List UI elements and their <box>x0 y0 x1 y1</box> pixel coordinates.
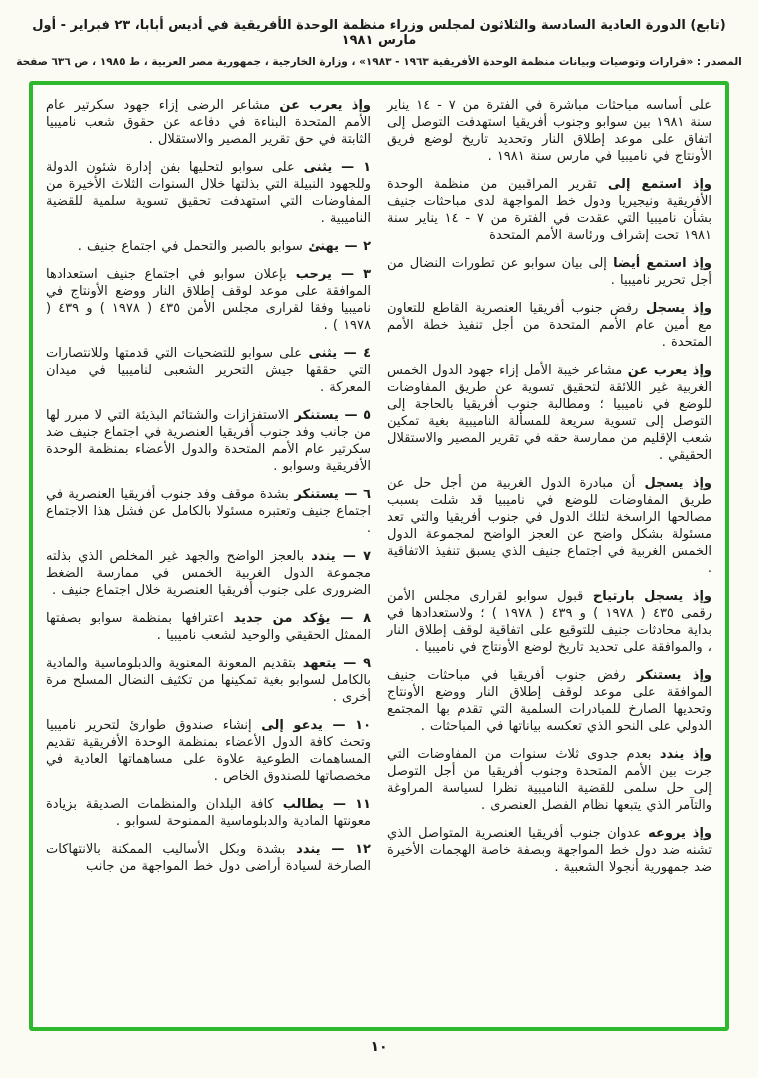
paragraph-lead: ١٠ — يدعو إلى <box>251 718 372 733</box>
paragraph-lead: ١١ — يطالب <box>273 797 371 812</box>
paragraph-lead: وإذ يعرب عن <box>270 98 371 113</box>
paragraph-lead: ٧ — يندد <box>304 549 372 564</box>
paragraph: ١٠ — يدعو إلى إنشاء صندوق طوارئ لتحرير ناميبيا وتحث كافة الدول الأعضاء بمنظمة الوحدة الأفريقية تقديم المساهمات الطوعية علاوة على مساهماتها العادية في مخصصاتها للصندوق الخاص . <box>46 718 372 784</box>
paragraph-lead: ١٢ — يندد <box>285 842 371 857</box>
paragraph-lead: ١ — يثنى <box>294 160 371 175</box>
paragraph: وإذ يروعه عدوان جنوب أفريقيا العنصرية المتواصل الذي تشنه ضد دول خط المواجهة وبصفة خاصة الهجمات الأخيرة ضد جمهورية أنجولا الشعبية . <box>387 826 713 875</box>
paragraph: ١ — يثنى على سوابو لتحليها بفن إدارة شئون الدولة وللجهود النبيلة التي بذلتها خلال السنوات الثلاث الأخيرة من المفاوضات التي استهدفت تحقيق تسوية سلمية للقضية الناميبية . <box>46 160 371 226</box>
paragraph-lead: وإذ يسجل بارتياح <box>583 589 712 604</box>
paragraph: ٧ — يندد بالعجز الواضح والجهد غير المخلص الذي بذلته مجموعة الدول الغربية الخمس في ممارسة الضغط الضرورى على جنوب أفريقيا العنصرية خلال اجتماع جنيف . <box>46 549 372 598</box>
paragraph-lead: وإذ يروعه <box>641 826 713 841</box>
paragraph-lead: وإذ يسجل <box>635 476 712 491</box>
paragraph-lead: وإذ يستنكر <box>625 668 713 683</box>
paragraph: على أساسه مباحثات مباشرة في الفترة من ٧ - ١٤ يناير سنة ١٩٨١ بين سوابو وجنوب أفريقيا استهدفت التوصل إلى اتفاق على موعد إطلاق النار وتحديد تاريخ لوضع فريق الأونتاج في ناميبيا في مارس سنة ١٩٨١ . <box>387 98 712 164</box>
paragraph: وإذ استمع إلى تقرير المراقبين من منظمة الوحدة الأفريقية ونيجيريا ودول خط المواجهة لدى مباحثات جنيف بشأن ناميبيا التي عقدت في الفترة من ٧ - ١٤ يناير سنة ١٩٨١ تحت إشراف ورئاسة الأمم المتحدة <box>387 177 713 243</box>
left-column <box>46 97 371 1019</box>
right-column <box>387 97 712 1019</box>
paragraph: ٨ — يؤكد من جديد اعترافها بمنظمة سوابو بصفتها الممثل الحقيقي والوحيد لشعب ناميبيا . <box>46 611 372 643</box>
header-session-title: (تابع) الدورة العادية السادسة والثلاثون لمجلس وزراء منظمة الوحدة الأفريقية في أديس أبابا، ٢٣ فبراير - أول مارس ١٩٨١ <box>32 18 726 48</box>
paragraph: ١١ — يطالب كافة البلدان والمنظمات الصديقة بزيادة معونتها المادية والدبلوماسية الممنوحة لسوابو . <box>46 797 371 829</box>
paragraph-lead: وإذ استمع إلى <box>596 177 713 192</box>
paragraph: وإذ يعرب عن مشاعر الرضى إزاء جهود سكرتير عام الأمم المتحدة البناءة في دفاعه عن حقوق شعب ناميبيا الثابتة في حق تقرير المصير والاستقلال . <box>46 98 371 147</box>
page-header <box>14 12 744 68</box>
paragraph-lead: وإذ يسجل <box>638 301 713 316</box>
paragraph: ٩ — يتعهد بتقديم المعونة المعنوية والدبلوماسية والمادية بالكامل لسوابو بغية تمكينها من تكثيف النضال المسلح مرة أخرى . <box>46 656 372 705</box>
paragraph: وإذ يندد بعدم جدوى ثلاث سنوات من المفاوضات التي جرت بين الأمم المتحدة وجنوب أفريقيا من أجل التوصل إلى حل سلمى للقضية الناميبية نظرا لسياسة المراوغة والتآمر الذي يتبعها نظام الفصل العنصرى . <box>387 747 712 813</box>
paragraph-lead: وإذ يندد <box>651 747 712 762</box>
paragraph-lead: ٦ — يستنكر <box>288 487 371 502</box>
paragraph-lead: وإذ استمع أيضا <box>606 256 712 271</box>
page-number: ١٠ <box>370 1039 388 1055</box>
paragraph: وإذ يسجل رفض جنوب أفريقيا العنصرية القاطع للتعاون مع أمين عام الأمم المتحدة من أجل تنفيذ خطة الأمم المتحدة . <box>387 301 713 350</box>
header-source-line: المصدر : «قرارات وتوصيات وبيانات منظمة الوحدة الأفريقية ١٩٦٣ - ١٩٨٣» ، وزارة الخارجية ، جمهورية مصر العربية ، ط ١٩٨٥ ، ص ٦٣٦ صفحة <box>16 56 742 68</box>
content-frame <box>29 81 729 1031</box>
paragraph-lead: وإذ يعرب عن <box>622 363 712 378</box>
paragraph: ٥ — يستنكر الاستفزازات والشتائم البذيئة التي لا مبرر لها من جانب وفد جنوب أفريقيا العنصرية في اجتماع جنيف ضد سكرتير عام الأمم المتحدة والدول الأعضاء بمنظمة الوحدة الأفريقية وسوابو . <box>46 408 371 474</box>
paragraph: وإذ يستنكر رفض جنوب أفريقيا في مباحثات جنيف الموافقة على موعد لوقف إطلاق النار ووضع الأونتاج وتحديها الصارخ للمبادرات السلمية التي تقدم بها المجتمع الدولي على النحو الذي تعكسه بياناتها في المباحثات . <box>387 668 713 734</box>
paragraph-lead: ٣ — يرحب <box>286 267 371 282</box>
paragraph: ٢ — يهنئ سوابو بالصبر والتحمل في اجتماع جنيف . <box>77 239 371 254</box>
paragraph: ٤ — يثنى على سوابو للتضحيات التي قدمتها وللانتصارات التي حققها جيش التحرير الشعبى لناميبيا في ميدان المعركة . <box>46 346 371 395</box>
paragraph-lead: ٩ — يتعهد <box>295 656 372 671</box>
paragraph-lead: ٨ — يؤكد من جديد <box>223 611 372 626</box>
paragraph: ٣ — يرحب بإعلان سوابو في اجتماع جنيف استعدادها الموافقة على موعد لوقف إطلاق النار ووضع الأونتاج في ناميبيا وفقا لقرارى مجلس الأمن ٤٣٥ ( ١٩٧٨ ) و ٤٣٩ ( ١٩٧٨ ) . <box>46 267 371 333</box>
paragraph-lead: ٥ — يستنكر <box>288 408 371 423</box>
paragraph-lead: ٤ — يثنى <box>301 346 371 361</box>
paragraph: ٦ — يستنكر بشدة موقف وفد جنوب أفريقيا العنصرية في اجتماع جنيف وتعتبره مسئولا بالكامل عن فشل هذا الاجتماع . <box>46 487 371 536</box>
paragraph: وإذ استمع أيضا إلى بيان سوابو عن تطورات النضال من أجل تحرير ناميبيا . <box>387 256 712 288</box>
paragraph: وإذ يسجل بارتياح قبول سوابو لقرارى مجلس الأمن رقمى ٤٣٥ ( ١٩٧٨ ) و ٤٣٩ ( ١٩٧٨ ) ؛ ولاستعدادها في بداية محادثات جنيف للتوقيع على اتفاقية لوقف إطلاق النار ، والموافقة على تحديد تاريخ لوضع الأونتاج في ناميبيا . <box>387 589 712 655</box>
paragraph: وإذ يعرب عن مشاعر خيبة الأمل إزاء جهود الدول الخمس الغربية غير اللائقة لتحقيق تسوية عن طريق المفاوضات للوضع في ناميبيا ؛ ومطالبة جنوب أفريقيا بالحاجة إلى التوصل إلى تسوية سريعة للمسألة الناميبية بغية تمكين شعب الإقليم من ممارسة حقه في تقرير المصير والاستقلال الحقيقي . <box>387 363 712 463</box>
paragraph: وإذ يسجل أن مبادرة الدول الغربية من أجل حل عن طريق المفاوضات للوضع في ناميبيا قد شلت بسبب مصالحها الراسخة لتلك الدول في جنوب أفريقيا والتي تعد مسئولة بشكل واضح عن العجز الواضح لمجموعة الدول الخمس الغربية في اجتماع جنيف الذي يسبق تنفيذ الاتفاقية . <box>387 476 712 576</box>
paragraph: ١٢ — يندد بشدة وبكل الأساليب الممكنة بالانتهاكات الصارخة لسيادة أراضى دول خط المواجهة من جانب <box>46 842 371 874</box>
paragraph-lead: ٢ — يهنئ <box>302 239 371 254</box>
two-column-layout <box>46 97 712 1019</box>
